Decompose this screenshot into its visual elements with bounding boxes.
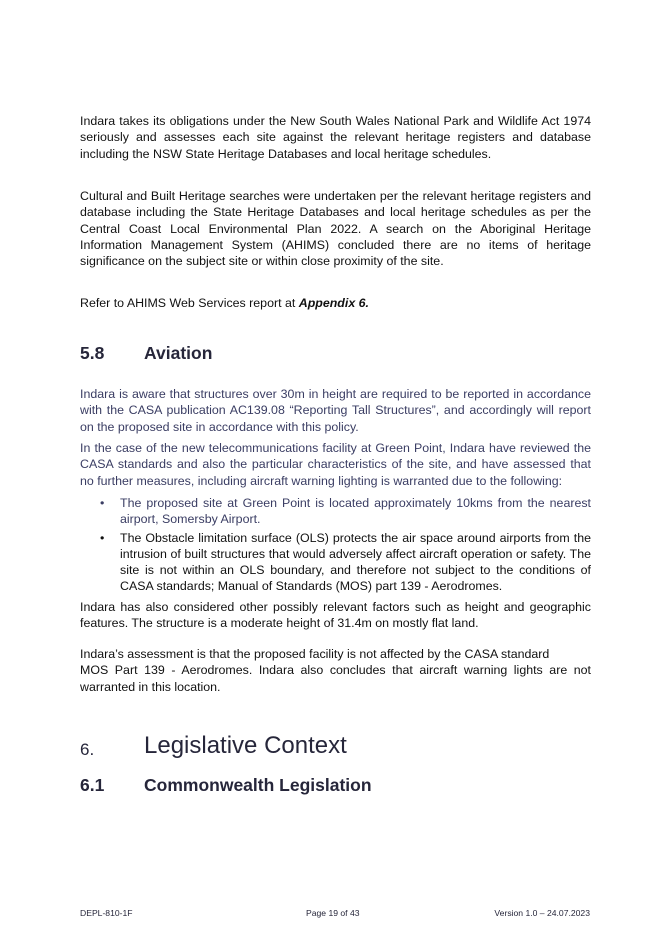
section-6-title: Legislative Context xyxy=(144,732,347,759)
aviation-paragraph-4-rest: MOS Part 139 - Aerodromes. Indara also concludes that aircraft warning lights are not warranted in this location. xyxy=(80,663,591,694)
aviation-paragraph-1: Indara is aware that structures over 30m in height are required to be reported in accordance with the CASA publication AC139.08 “Reporting Tall Structures”, and accordingly will report on the proposed site in accordance with this policy. xyxy=(80,387,591,434)
aviation-paragraph-4-line-1: Indara’s assessment is that the proposed facility is not affected by the CASA standard xyxy=(80,647,550,661)
aviation-paragraph-2: In the case of the new telecommunications facility at Green Point, Indara have reviewed the CASA standards and also the particular characteristics of the site, and have assessed that no further measures, including aircraft warning lighting is warranted due to the following: xyxy=(80,441,591,488)
appendix-reference-text: Refer to AHIMS Web Services report at xyxy=(80,296,299,310)
aviation-paragraph-4 xyxy=(80,646,591,695)
bullet-text: The proposed site at Green Point is located approximately 10kms from the nearest airport, Somersby Airport. xyxy=(120,496,591,527)
list-item xyxy=(80,530,591,595)
footer-page-number: Page 19 of 43 xyxy=(306,908,360,918)
footer-version: Version 1.0 – 24.07.2023 xyxy=(494,908,590,918)
bullet-icon: • xyxy=(100,496,105,510)
section-6-1-title: Commonwealth Legislation xyxy=(144,775,372,795)
heritage-paragraph-1: Indara takes its obligations under the New South Wales National Park and Wildlife Act 1974 seriously and assesses each site against the relevant heritage registers and database including the NSW State Heritage Databases and local heritage schedules. xyxy=(80,114,591,161)
aviation-paragraph-3: Indara has also considered other possibly relevant factors such as height and geographic features. The structure is a moderate height of 31.4m on mostly flat land. xyxy=(80,600,591,631)
section-6-number: 6. xyxy=(80,740,95,759)
appendix-reference xyxy=(80,295,591,311)
aviation-bullet-list xyxy=(80,495,591,597)
section-5-8-number: 5.8 xyxy=(80,343,105,363)
section-6-1-number: 6.1 xyxy=(80,775,105,795)
heritage-paragraph-2: Cultural and Built Heritage searches were undertaken per the relevant heritage registers and database including the State Heritage Databases and local heritage schedules as per the Central Coast Local Environmental Plan 2022. A search on the Aboriginal Heritage Information Management System (AHIMS) concluded there are no items of heritage significance on the subject site or within close proximity of the site. xyxy=(80,189,591,269)
bullet-icon: • xyxy=(100,530,105,545)
list-item xyxy=(80,495,591,528)
appendix-link-text: Appendix 6. xyxy=(298,296,369,310)
footer-doc-id: DEPL-810-1F xyxy=(80,908,133,918)
bullet-text: The Obstacle limitation surface (OLS) protects the air space around airports from the intrusion of built structures that would adversely affect aircraft operation or safety. The site is not within an OLS boundary, and therefore not subject to the conditions of CASA standards; Manual of Standards (MOS) part 139 - Aerodromes. xyxy=(120,530,591,594)
section-5-8-title: Aviation xyxy=(144,343,213,363)
